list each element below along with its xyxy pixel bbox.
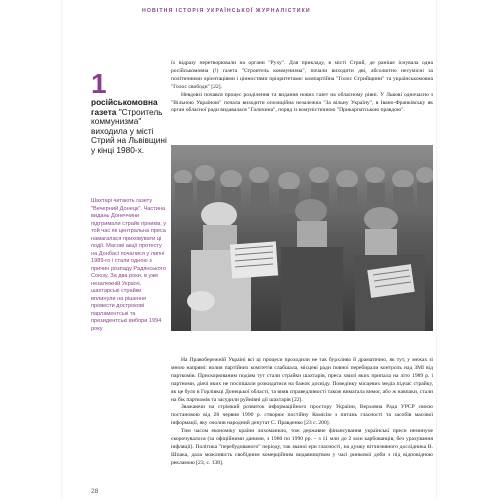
running-header: НОВІТНЯ ІСТОРІЯ УКРАЇНСЬКОЇ ЖУРНАЛІСТИКИ (142, 8, 311, 14)
paragraph: Зважаючи на стрімкий розвиток інформаційного простору України, Верховна Рада УРСР своєю постановою від 28 червня 1990 р. створює постійну Комісію з питань гласності та засобів масової інформації, яку очолив народний депутат С. Правденко [23 с. 200]. (171, 404, 433, 427)
photo-caption: Шахтарі читають газету "Вечерний Донецк". Частина видань Донеччини підтримали страйк гірників, у той час як центральна преса намагалася приховувати ці події. Масові акції протесту на Донбасі почалися у липні 1989-го і стали одною з причин розпаду Радянського Союзу. За два роки, в уже незалежній Україні, шахтарські страйки вплинули на рішення провести дострокові парламентські та президентські вибори 1994 року (91, 198, 167, 332)
paragraph: їх відразу перетворювали на органи "Руху". Для прикладу, в місті Стрий, де раніше існувала одна російськомовна (!) газета "Строитель коммунизма", почали виходити дві, абсолютно несумісні за політичними орієнтаціями і цінностями пріоритетами: компартійна "Голос Стрийщини" та українськомовна "Голос свободи" [22]. (171, 60, 433, 90)
top-body-text (171, 60, 433, 115)
paragraph: Тим часом економіку країни лихоманило, тож державне фінансування українськї преси неминуче скорочувалося (за офіційними даними, з 1980 по 1990 рр. – з 11 млн до 2 млн карбованців, без урахування інфляції). Політика "перебудованого" періоду, так званої ери гласності, на думку вітчизняного дослідника В. Шпака, дала можливість свобідним комерційним видавництвом у часі ринкової доби з під відповідною рекламою [23, с. 138]. (171, 428, 433, 466)
photo-miners-reading-newspaper-icon (171, 145, 433, 331)
pullquote-text (91, 98, 167, 156)
pullquote-rest: "Строитель коммунизма" виходила у місті Стрий на Львівщині у кінці 1980-х. (91, 106, 167, 155)
paragraph: На Правобережній Україні всі ці процеси проходили не так бурхливо й драматично, як тут, у межах зі мною напрямі: волия партійних комітетів слабшала, місцеві ради повноі перебирали контроль над ЗМІ від парткомів. Прискорюваним подіям тут стали страйки шахтарів, преса хвилі яких припала на літо 1989 р. і партноми, діячі яких не поспішали розкидатися на бажок досвіду. Поведінку місцевих медіа підчас страйку, як це було в Горлівкці Донецької області, та вияв справедливості також вимагала вимог, або ж навпаки, стали на бік парткомів та засудили руйнівні дії шахтарів [22]. (171, 357, 433, 403)
paragraph: Невдовзі почався процес розділення та видання нових газет на обласному рівні. У Львові одночасно з "Вільною Україною" почала виходити опозиційна незалежна "За вільну Україну", в Івано-Франківську як орган обласної ради видавалася "Галичина", поряд із комуністичною "Прикарпатською правдою". (171, 91, 433, 114)
page-number: 28 (91, 488, 99, 495)
pullquote-bold: російськомовна газета (91, 97, 158, 117)
pullquote-number: 1 (91, 68, 107, 99)
bottom-body-text (171, 357, 433, 468)
sidebar-pullquote (91, 70, 167, 156)
photo-miners (171, 145, 433, 331)
